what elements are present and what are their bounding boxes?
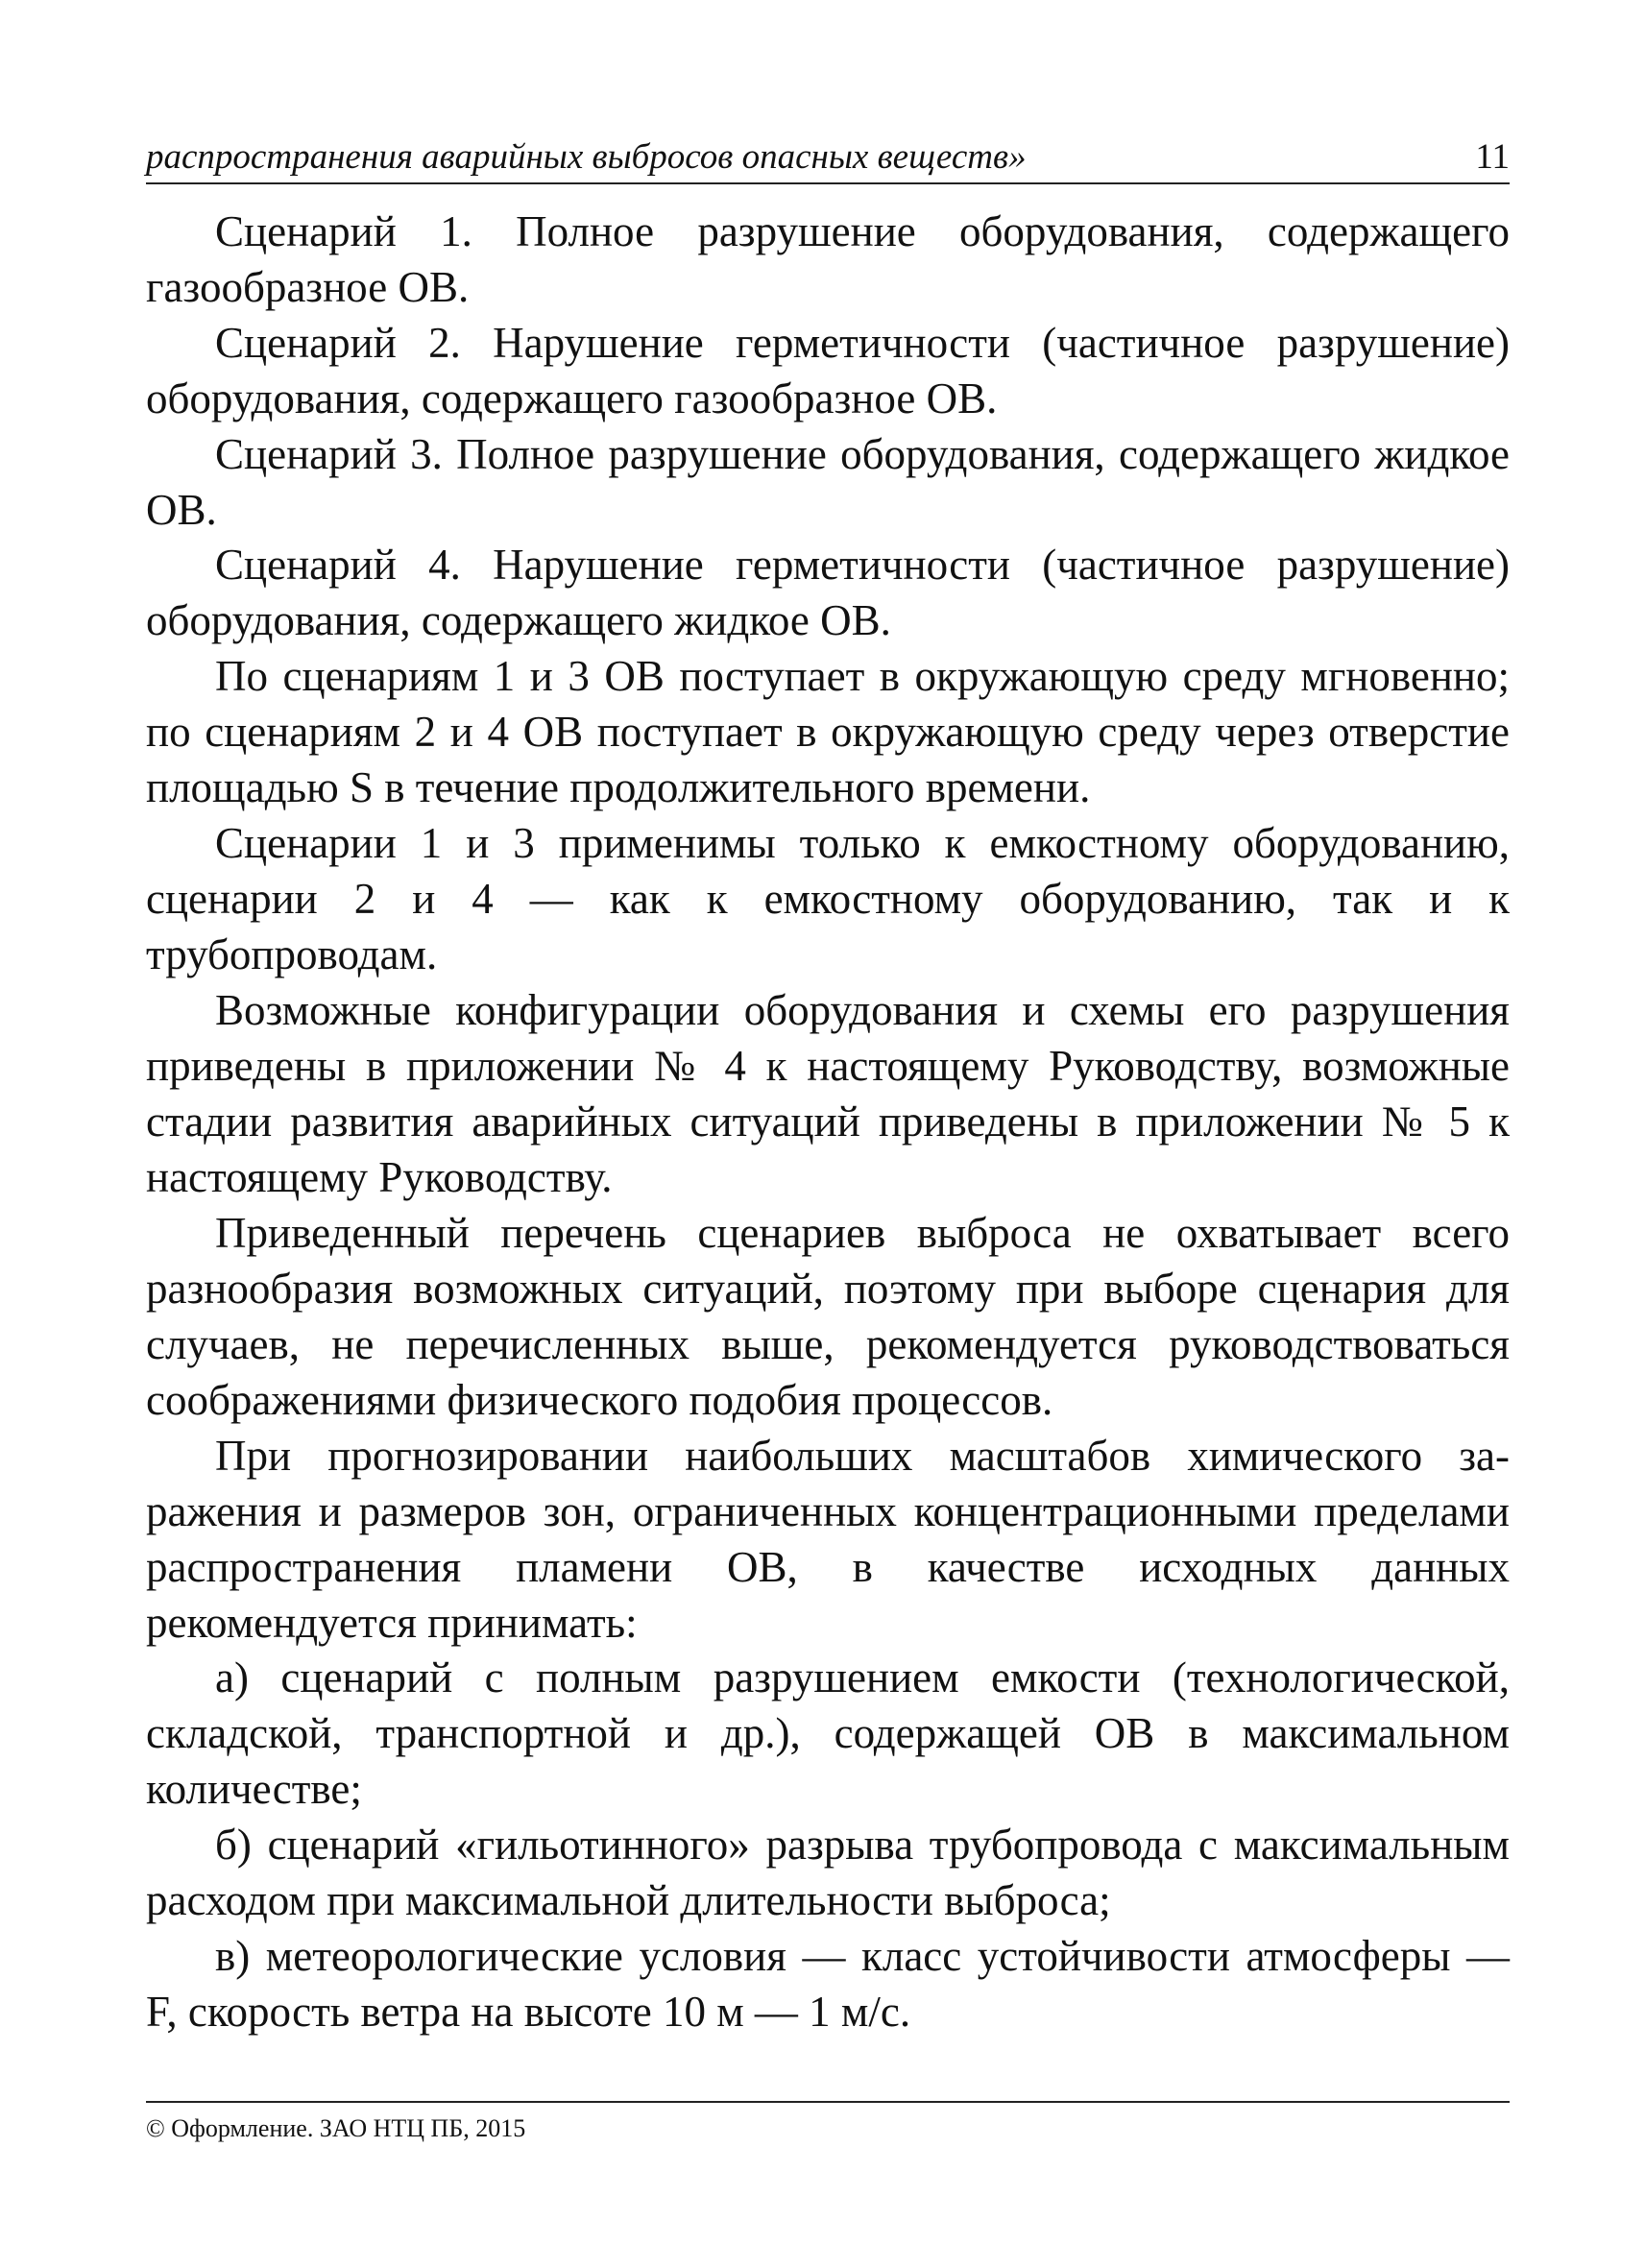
header-title: распространения аварийных выбросов опасных веществ»	[146, 137, 1027, 177]
page-body	[146, 204, 1510, 2039]
paragraph-forecasting: При прогнозировании наибольших масштабов химического заражения и размеров зон, ограниченных концентрационными пределами распространения пламени ОВ, в качестве исходных данных рекомендуется принимать:	[146, 1431, 1510, 1647]
paragraph-scenario-list-note: Приведенный перечень сценариев выброса не охватывает всего разнообразия возможных ситуаций, поэтому при выборе сценария для случаев, не перечисленных выше, рекомендуется руководствоваться соображениями физического подобия процессов.	[146, 1208, 1510, 1424]
footer-copyright: © Оформление. ЗАО НТЦ ПБ, 2015	[146, 2114, 526, 2142]
paragraph-applicability: Сценарии 1 и 3 применимы только к емкостному оборудованию, сценарии 2 и 4 — как к емкостному оборудованию, так и к трубопроводам.	[146, 819, 1510, 979]
running-header	[146, 133, 1510, 184]
paragraph-scenario-1: Сценарий 1. Полное разрушение оборудования, содержащего газообразное ОВ.	[146, 207, 1510, 311]
paragraph-configurations: Возможные конфигурации оборудования и схемы его разрушения приведены в приложении № 4 к настоящему Руководству, возможные стадии развития аварийных ситуаций приведены в приложении № 5 к настоящему Руководству.	[146, 985, 1510, 1201]
paragraph-scenario-2: Сценарий 2. Нарушение герметичности (частичное разрушение) оборудования, содержащего газообразное ОВ.	[146, 318, 1510, 422]
paragraph-scenario-4: Сценарий 4. Нарушение герметичности (частичное разрушение) оборудования, содержащего жидкое ОВ.	[146, 541, 1510, 645]
list-item-c: в) метеорологические условия — класс устойчивости атмосферы — F, скорость ветра на высоте 10 м — 1 м/с.	[146, 1931, 1510, 2036]
page-number: 11	[1475, 137, 1510, 177]
list-item-a: а) сценарий с полным разрушением емкости (технологической, складской, транспортной и др.), содержащей ОВ в максимальном количестве;	[146, 1653, 1510, 1814]
paragraph-scenario-3: Сценарий 3. Полное разрушение оборудования, содержащего жидкое ОВ.	[146, 429, 1510, 534]
footer-divider	[146, 2101, 1510, 2103]
paragraph-release-modes: По сценариям 1 и 3 ОВ поступает в окружающую среду мгновенно; по сценариям 2 и 4 ОВ поступает в окружающую среду через отверстие площадью S в течение продолжительного времени.	[146, 652, 1510, 812]
list-item-b: б) сценарий «гильотинного» разрыва трубопровода с максимальным расходом при максимальной длительности выброса;	[146, 1821, 1510, 1925]
